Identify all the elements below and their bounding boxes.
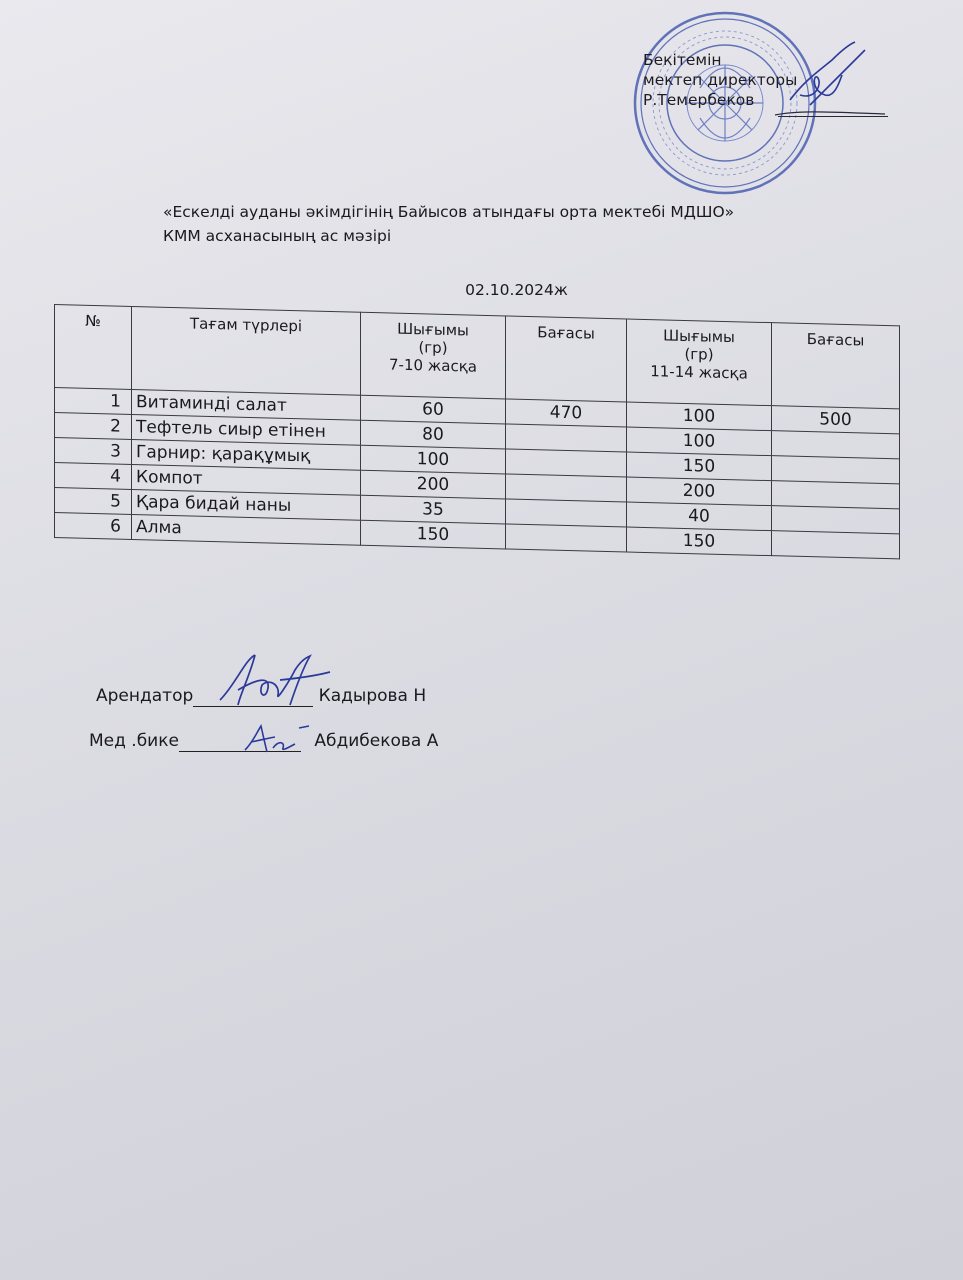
row-num: 6 xyxy=(55,513,132,540)
row-num: 4 xyxy=(55,463,132,490)
tenant-name: Кадырова Н xyxy=(318,686,427,706)
row-price-11-14 xyxy=(772,506,900,534)
row-yield-7-10: 100 xyxy=(361,445,506,474)
row-yield-7-10: 60 xyxy=(361,395,506,424)
menu-table xyxy=(54,304,900,601)
approval-position: мектеп директоры xyxy=(643,71,798,89)
row-dish: Гарнир: қарақұмық xyxy=(132,439,361,470)
header-price-11-14: Бағасы xyxy=(772,323,900,409)
row-dish: Тефтель сиыр етінен xyxy=(132,414,361,445)
row-price-11-14 xyxy=(772,456,900,484)
row-price-7-10 xyxy=(506,524,627,552)
row-yield-7-10: 80 xyxy=(361,420,506,449)
row-price-7-10 xyxy=(506,499,627,527)
header-price-7-10: Бағасы xyxy=(506,316,627,402)
title-line-2: КММ асханасының ас мәзірі xyxy=(163,227,392,245)
header-yield-11-14-b: (гр) xyxy=(684,344,714,364)
row-yield-11-14: 150 xyxy=(627,527,772,556)
row-yield-7-10: 200 xyxy=(361,470,506,499)
header-yield-7-10-a: Шығымы xyxy=(397,319,469,340)
row-dish: Компот xyxy=(132,464,361,495)
approval-heading: Бекітемін xyxy=(643,51,722,69)
row-num: 5 xyxy=(55,488,132,515)
director-signature xyxy=(770,40,890,130)
menu-date: 02.10.2024ж xyxy=(465,281,568,299)
row-price-7-10: 470 xyxy=(506,399,627,427)
row-yield-11-14: 100 xyxy=(627,427,772,456)
row-yield-11-14: 150 xyxy=(627,452,772,481)
document-title xyxy=(163,200,734,248)
header-yield-11-14-c: 11-14 жасқа xyxy=(650,362,748,383)
row-yield-7-10: 150 xyxy=(361,520,506,549)
row-yield-11-14: 200 xyxy=(627,477,772,506)
header-yield-7-10-b: (гр) xyxy=(418,338,448,357)
nurse-signature xyxy=(235,720,315,760)
row-price-11-14 xyxy=(772,481,900,509)
title-line-1: «Ескелді ауданы әкімдігінің Байысов атындағы орта мектебі МДШО» xyxy=(163,203,735,221)
approval-director-name: Р.Темербеков xyxy=(643,91,755,109)
header-num: № xyxy=(55,305,132,390)
header-yield-11-14 xyxy=(627,319,772,406)
header-dish-types: Тағам түрлері xyxy=(132,306,361,395)
row-price-11-14 xyxy=(772,531,900,559)
row-yield-11-14: 100 xyxy=(627,402,772,431)
row-yield-7-10: 35 xyxy=(361,495,506,524)
row-price-7-10 xyxy=(506,449,627,477)
row-dish: Алма xyxy=(132,514,361,545)
tenant-label: Арендатор xyxy=(96,686,194,706)
header-yield-7-10 xyxy=(361,312,506,399)
row-num: 2 xyxy=(55,413,132,440)
row-price-7-10 xyxy=(506,424,627,452)
row-yield-11-14: 40 xyxy=(627,502,772,531)
nurse-label: Мед .бике xyxy=(89,731,179,751)
tenant-signature xyxy=(210,650,340,710)
row-dish: Қара бидай наны xyxy=(132,489,361,520)
row-num: 1 xyxy=(55,388,132,415)
row-price-7-10 xyxy=(506,474,627,502)
row-price-11-14: 500 xyxy=(772,406,900,434)
row-price-11-14 xyxy=(772,431,900,459)
header-yield-7-10-c: 7-10 жасқа xyxy=(388,355,477,376)
row-num: 3 xyxy=(55,438,132,465)
header-yield-11-14-a: Шығымы xyxy=(663,326,735,347)
row-dish: Витаминді салат xyxy=(132,389,361,420)
nurse-name: Абдибекова А xyxy=(314,731,439,751)
